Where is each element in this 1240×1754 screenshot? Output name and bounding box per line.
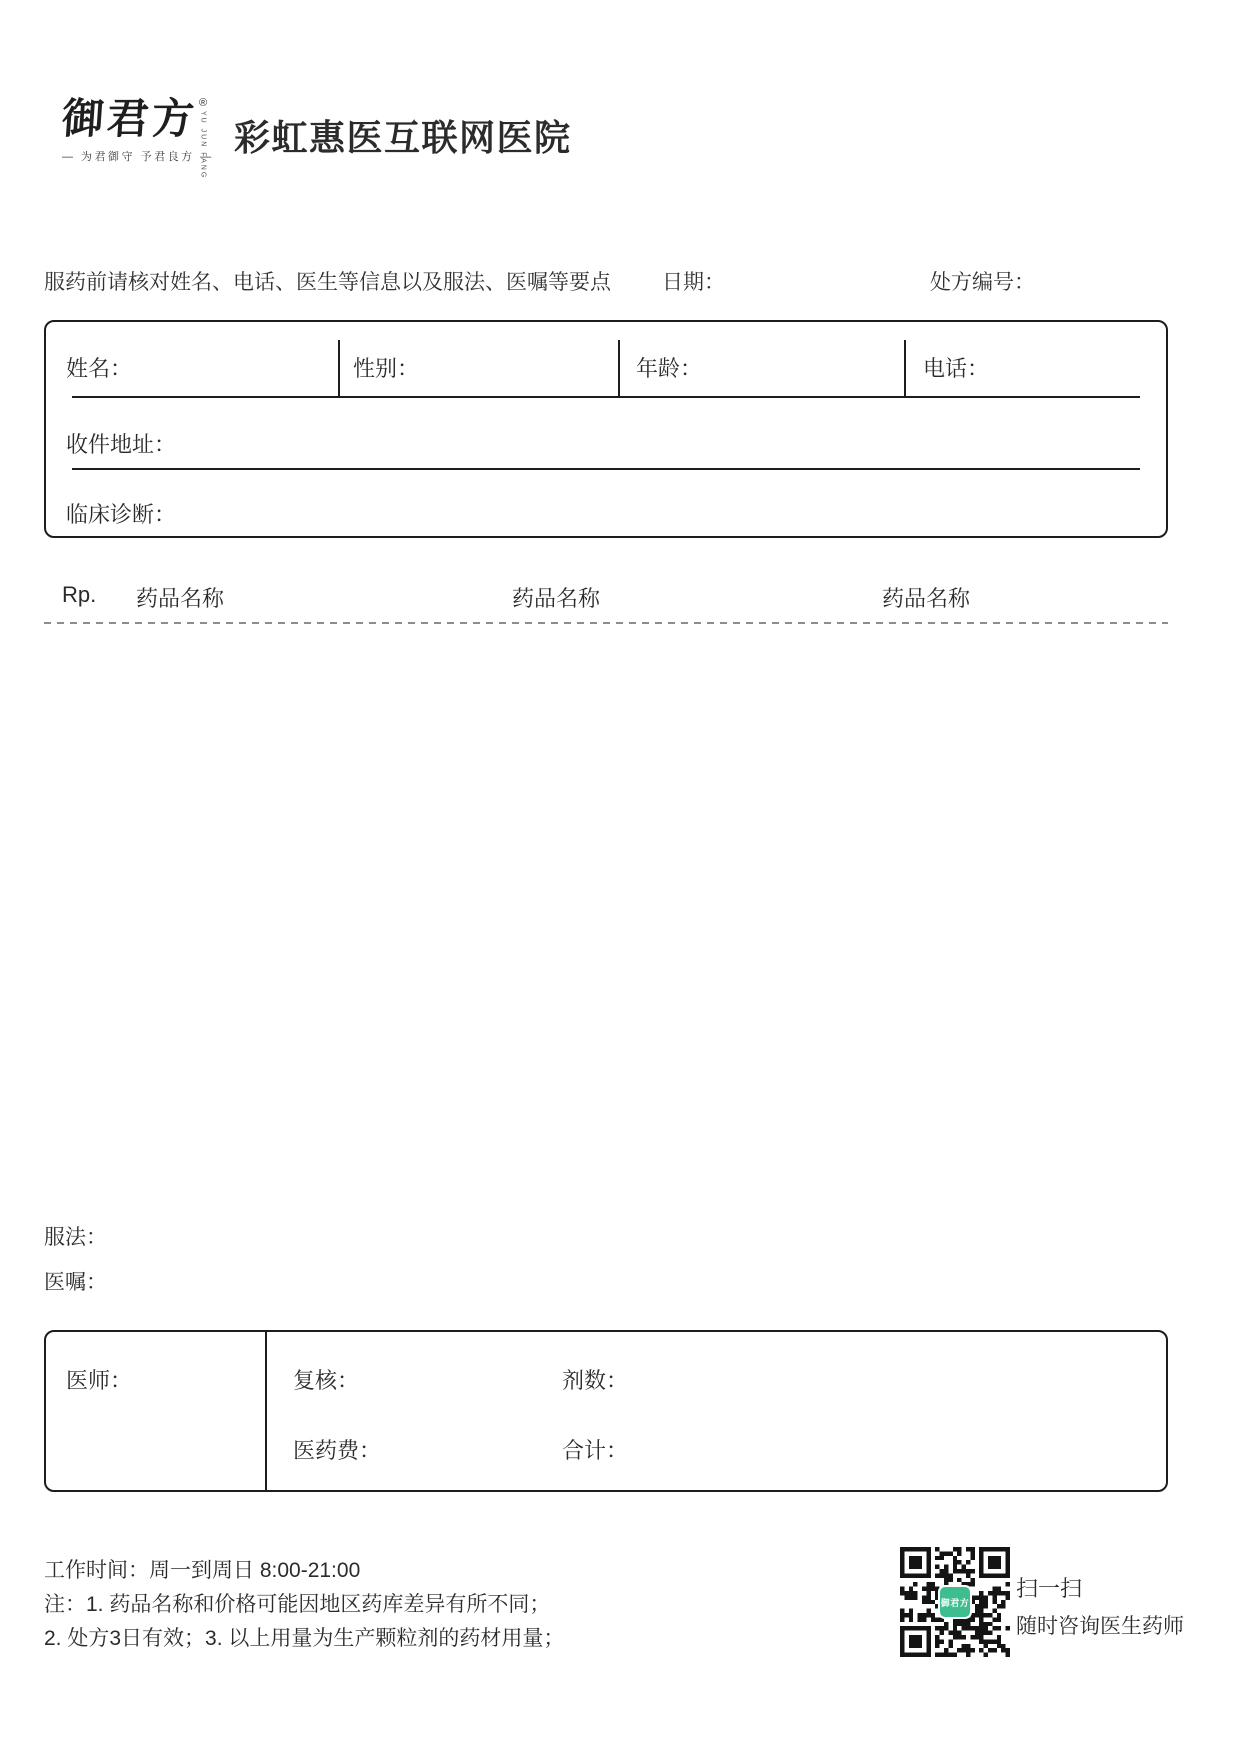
scan-hint-subtitle: 随时咨询医生药师 [1016, 1615, 1184, 1638]
phone-field-label: 电话： [923, 356, 990, 381]
scan-hint-title: 扫一扫 [1016, 1576, 1083, 1601]
medicine-fee-field-label: 医药费： [293, 1438, 382, 1463]
registered-trademark-mark: ® [199, 97, 208, 109]
qr-center-logo: 御君方 [938, 1585, 972, 1619]
date-label: 日期： [662, 271, 725, 294]
age-field-label: 年龄： [636, 356, 703, 381]
patient-info-box [44, 320, 1168, 538]
name-field-label: 姓名： [66, 356, 133, 381]
row-divider-line [72, 468, 1140, 470]
brand-vertical-text: YU JUN FANG [199, 111, 207, 180]
note-line-1: 注：1. 药品名称和价格可能因地区药库差异有所不同； [44, 1593, 551, 1616]
field-divider [618, 340, 620, 396]
signature-box [44, 1330, 1168, 1492]
drug-column-header: 药品名称 [136, 586, 225, 611]
work-time-text: 工作时间：周一到周日 8:00-21:00 [44, 1559, 361, 1582]
hospital-title: 彩虹惠医互联网医院 [234, 117, 572, 158]
notice-text: 服药前请核对姓名、电话、医生等信息以及服法、医嘱等要点 [44, 271, 611, 294]
brand-logo-side [199, 98, 207, 179]
items-dashed-divider [44, 622, 1168, 624]
total-field-label: 合计： [562, 1438, 629, 1463]
dose-count-field-label: 剂数： [562, 1368, 629, 1393]
rp-header-row [44, 582, 1168, 610]
diagnosis-field-label: 临床诊断： [66, 502, 177, 527]
brand-logo [60, 94, 208, 180]
doctor-field-label: 医师： [66, 1368, 133, 1393]
address-field-label: 收件地址： [66, 432, 177, 457]
rp-label: Rp. [62, 582, 97, 607]
brand-tagline: — 为君御守 予君良方 — [62, 151, 214, 163]
signature-box-divider [265, 1332, 267, 1490]
brand-name: 御君方 [60, 94, 199, 143]
note-line-2: 2. 处方3日有效；3. 以上用量为生产颗粒剂的药材用量； [44, 1627, 565, 1650]
row-divider-line [72, 396, 1140, 398]
notice-row [44, 266, 1168, 294]
rx-number-label: 处方编号： [930, 271, 1035, 294]
gender-field-label: 性别： [353, 356, 420, 381]
field-divider [904, 340, 906, 396]
drug-column-header: 药品名称 [512, 586, 601, 611]
qr-code [900, 1547, 1010, 1657]
review-field-label: 复核： [293, 1368, 360, 1393]
usage-label: 服法： [44, 1226, 107, 1249]
field-divider [338, 340, 340, 396]
advice-label: 医嘱： [44, 1271, 107, 1294]
drug-column-header: 药品名称 [882, 586, 971, 611]
